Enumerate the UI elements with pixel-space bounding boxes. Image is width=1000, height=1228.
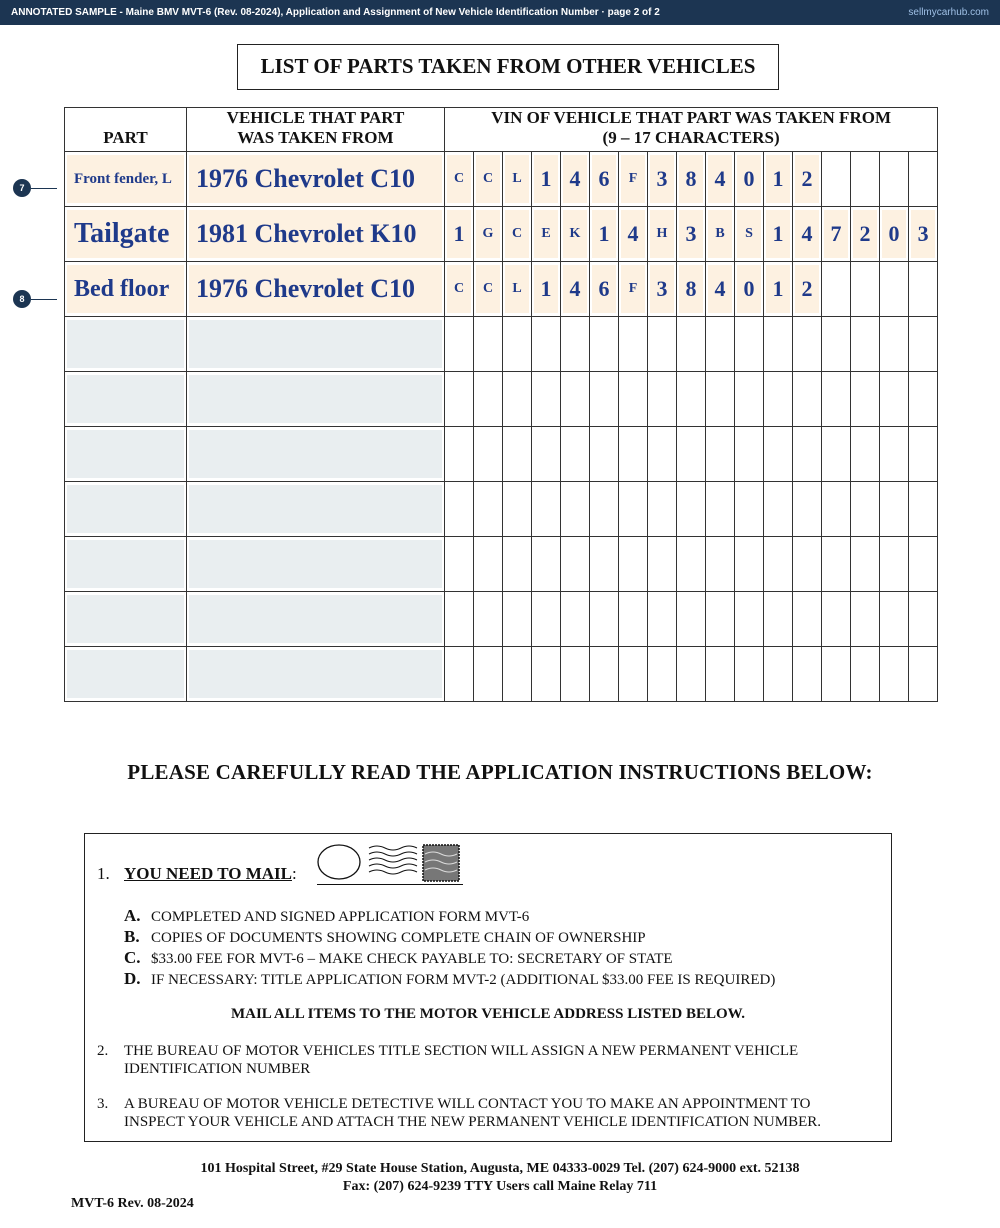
- vin-char-box[interactable]: [677, 537, 706, 592]
- vin-char-box[interactable]: [532, 427, 561, 482]
- vin-char-box[interactable]: [851, 482, 880, 537]
- vin-char-box[interactable]: [851, 537, 880, 592]
- vin-char-box[interactable]: 3: [909, 207, 938, 262]
- vin-char-box[interactable]: 1: [764, 262, 793, 317]
- vin-char-box[interactable]: [648, 482, 677, 537]
- vin-char-box[interactable]: [764, 317, 793, 372]
- part-field[interactable]: [65, 372, 187, 427]
- vin-char-box[interactable]: C: [474, 152, 503, 207]
- vin-char-box[interactable]: 3: [648, 262, 677, 317]
- vin-char-box[interactable]: [503, 537, 532, 592]
- vin-char-box[interactable]: 0: [880, 207, 909, 262]
- vin-char-box[interactable]: [735, 372, 764, 427]
- vin-char-box[interactable]: [909, 482, 938, 537]
- vin-char-box[interactable]: [880, 592, 909, 647]
- vin-char-box[interactable]: [474, 372, 503, 427]
- vin-char-box[interactable]: F: [619, 262, 648, 317]
- vin-char-box[interactable]: [648, 647, 677, 702]
- vin-char-box[interactable]: [706, 592, 735, 647]
- vin-char-box[interactable]: [474, 592, 503, 647]
- vin-char-box[interactable]: 6: [590, 262, 619, 317]
- vehicle-field[interactable]: 1976 Chevrolet C10: [187, 152, 445, 207]
- vin-char-box[interactable]: 2: [793, 152, 822, 207]
- vin-char-box[interactable]: [764, 372, 793, 427]
- vehicle-field[interactable]: 1981 Chevrolet K10: [187, 207, 445, 262]
- vin-char-box[interactable]: E: [532, 207, 561, 262]
- table-row: [65, 262, 938, 317]
- vin-char-box[interactable]: [851, 262, 880, 317]
- table-row: [65, 207, 938, 262]
- table-row: [65, 592, 938, 647]
- vin-char-box[interactable]: [706, 372, 735, 427]
- vin-char-box[interactable]: [561, 592, 590, 647]
- vin-char-box[interactable]: [590, 647, 619, 702]
- vin-char-box[interactable]: [619, 427, 648, 482]
- vin-char-box[interactable]: [677, 427, 706, 482]
- vehicle-field[interactable]: [187, 647, 445, 702]
- bmv-address-footer: [0, 1160, 1000, 1196]
- part-field[interactable]: Front fender, L: [65, 152, 187, 207]
- vin-char-box[interactable]: [793, 592, 822, 647]
- vin-char-box[interactable]: [880, 152, 909, 207]
- vin-char-box[interactable]: [474, 537, 503, 592]
- vin-char-box[interactable]: [445, 647, 474, 702]
- vin-char-box[interactable]: [619, 482, 648, 537]
- vin-char-box[interactable]: 4: [561, 262, 590, 317]
- vin-char-box[interactable]: [880, 647, 909, 702]
- parts-table: [64, 107, 938, 702]
- col-vin-header: VIN OF VEHICLE THAT PART WAS TAKEN FROM (9 – 17 CHARACTERS): [445, 108, 938, 152]
- vin-char-box[interactable]: [677, 317, 706, 372]
- vin-char-box[interactable]: [851, 372, 880, 427]
- vin-char-box[interactable]: 2: [851, 207, 880, 262]
- vin-char-box[interactable]: 4: [619, 207, 648, 262]
- vin-char-box[interactable]: [793, 537, 822, 592]
- vin-char-box[interactable]: [619, 317, 648, 372]
- fax-line: Fax: (207) 624-9239 TTY Users call Maine Relay 711: [342, 1179, 658, 1194]
- vin-char-box[interactable]: 1: [764, 207, 793, 262]
- vin-char-box[interactable]: [677, 372, 706, 427]
- vin-char-box[interactable]: [706, 537, 735, 592]
- vin-char-box[interactable]: [822, 537, 851, 592]
- vehicle-field[interactable]: [187, 482, 445, 537]
- vin-char-box[interactable]: [532, 647, 561, 702]
- table-header-row: [65, 108, 938, 152]
- vin-char-box[interactable]: [532, 592, 561, 647]
- vin-char-box[interactable]: [677, 592, 706, 647]
- part-field[interactable]: Tailgate: [65, 207, 187, 262]
- vin-char-box[interactable]: 0: [735, 152, 764, 207]
- marker-leader-line: [31, 188, 57, 189]
- vin-char-box[interactable]: 0: [735, 262, 764, 317]
- vin-char-box[interactable]: [619, 372, 648, 427]
- vin-char-box[interactable]: [590, 317, 619, 372]
- annotation-marker: 7: [13, 179, 31, 197]
- vin-char-box[interactable]: [619, 592, 648, 647]
- vin-char-box[interactable]: 4: [561, 152, 590, 207]
- vin-char-box[interactable]: [735, 427, 764, 482]
- vin-char-box[interactable]: [474, 482, 503, 537]
- annotation-banner: [0, 0, 1000, 25]
- vin-char-box[interactable]: [880, 537, 909, 592]
- vin-char-box[interactable]: S: [735, 207, 764, 262]
- vin-char-box[interactable]: [503, 372, 532, 427]
- vin-char-box[interactable]: 2: [793, 262, 822, 317]
- instruction-item-1: 1. YOU NEED TO MAIL:: [97, 864, 297, 883]
- vin-char-box[interactable]: [619, 537, 648, 592]
- vin-char-box[interactable]: [764, 647, 793, 702]
- vin-char-box[interactable]: [503, 592, 532, 647]
- part-field[interactable]: [65, 647, 187, 702]
- vin-char-box[interactable]: [648, 537, 677, 592]
- vin-char-box[interactable]: [822, 262, 851, 317]
- vin-char-box[interactable]: 3: [677, 207, 706, 262]
- vin-char-box[interactable]: [909, 262, 938, 317]
- banner-text: ANNOTATED SAMPLE - Maine BMV MVT-6 (Rev. 08-2024), Application and Assignment of New Vehicle Identification Number · page 2 of 2: [11, 7, 660, 18]
- vehicle-field[interactable]: [187, 372, 445, 427]
- vin-char-box[interactable]: C: [503, 207, 532, 262]
- part-field[interactable]: [65, 427, 187, 482]
- vin-char-box[interactable]: 7: [822, 207, 851, 262]
- table-row: [65, 482, 938, 537]
- vin-char-box[interactable]: [793, 647, 822, 702]
- instructions-box: 1. YOU NEED TO MAIL: A. COMPLETED AND SIGNED APPLICATION FORM MVT-6 B. COPIES OF DOCUMENTS SHOWING COMPLETE CHAIN OF OWNERSHIP C. $33.00 FEE FOR MVT-6 – MAKE CHECK PAYABLE TO: SECRETARY OF STATE D. IF NECESSARY: TITLE APPLICATION FORM MVT-2 (ADDITIONAL $33.00 FEE IS REQUIRED) MAIL ALL ITEMS TO THE MOTOR VEHICLE ADDRESS LISTED BELOW. 2. THE BUREAU OF MOTOR VEHICLES TITLE SECTION WILL ASSIGN A NEW PERMANENT VEHICLE IDENTIFICATION NUMBER 3. A BUREAU OF MOTOR VEHICLE DETECTIVE WILL CONTACT YOU TO MAKE AN APPOINTMENT TO INSPECT YOUR VEHICLE AND ATTACH THE NEW PERMANENT VEHICLE IDENTIFICATION NUMBER.: [84, 833, 892, 1142]
- address-line: 101 Hospital Street, #29 State House Station, Augusta, ME 04333-0029 Tel. (207) 624-9000 ext. 52138: [200, 1161, 800, 1176]
- annotation-marker: 8: [13, 290, 31, 308]
- vin-char-box[interactable]: 3: [648, 152, 677, 207]
- vin-char-box[interactable]: [909, 647, 938, 702]
- instruction-1c: C. $33.00 FEE FOR MVT-6 – MAKE CHECK PAYABLE TO: SECRETARY OF STATE: [124, 948, 673, 967]
- part-field[interactable]: [65, 317, 187, 372]
- vin-char-box[interactable]: [706, 647, 735, 702]
- vin-char-box[interactable]: [880, 482, 909, 537]
- vin-char-box[interactable]: [764, 537, 793, 592]
- vin-char-box[interactable]: [822, 152, 851, 207]
- vin-char-box[interactable]: 6: [590, 152, 619, 207]
- vin-char-box[interactable]: [648, 372, 677, 427]
- vin-char-box[interactable]: [561, 482, 590, 537]
- site-link[interactable]: sellmycarhub.com: [908, 7, 989, 18]
- vin-char-box[interactable]: [822, 372, 851, 427]
- vin-char-box[interactable]: C: [445, 152, 474, 207]
- vin-char-box[interactable]: [735, 537, 764, 592]
- vin-char-box[interactable]: [909, 372, 938, 427]
- vin-char-box[interactable]: [503, 647, 532, 702]
- vin-char-box[interactable]: [561, 537, 590, 592]
- vin-char-box[interactable]: [503, 317, 532, 372]
- vin-char-box[interactable]: [735, 317, 764, 372]
- vin-char-box[interactable]: [445, 482, 474, 537]
- vin-char-box[interactable]: [793, 482, 822, 537]
- vin-char-box[interactable]: 4: [706, 262, 735, 317]
- vin-char-box[interactable]: [532, 482, 561, 537]
- table-row: [65, 647, 938, 702]
- vin-char-box[interactable]: 1: [532, 152, 561, 207]
- instructions-heading: PLEASE CAREFULLY READ THE APPLICATION INSTRUCTIONS BELOW:: [127, 760, 873, 784]
- vin-char-box[interactable]: [851, 427, 880, 482]
- vin-char-box[interactable]: [619, 647, 648, 702]
- vin-char-box[interactable]: [445, 372, 474, 427]
- vin-char-box[interactable]: [532, 317, 561, 372]
- col-part-header: PART: [65, 108, 187, 152]
- vin-char-box[interactable]: [764, 592, 793, 647]
- vin-char-box[interactable]: 1: [590, 207, 619, 262]
- vin-char-box[interactable]: [590, 427, 619, 482]
- vin-char-box[interactable]: K: [561, 207, 590, 262]
- vin-char-box[interactable]: [677, 647, 706, 702]
- vin-char-box[interactable]: L: [503, 152, 532, 207]
- instruction-1d: D. IF NECESSARY: TITLE APPLICATION FORM MVT-2 (ADDITIONAL $33.00 FEE IS REQUIRED): [124, 969, 776, 988]
- vin-char-box[interactable]: [909, 317, 938, 372]
- vehicle-field[interactable]: [187, 317, 445, 372]
- vin-char-box[interactable]: [532, 372, 561, 427]
- vin-char-box[interactable]: [445, 537, 474, 592]
- vehicle-field[interactable]: 1976 Chevrolet C10: [187, 262, 445, 317]
- table-row: [65, 152, 938, 207]
- vin-char-box[interactable]: H: [648, 207, 677, 262]
- vin-char-box[interactable]: [474, 647, 503, 702]
- vin-char-box[interactable]: C: [445, 262, 474, 317]
- vin-char-box[interactable]: [561, 372, 590, 427]
- col-vehicle-header: VEHICLE THAT PART WAS TAKEN FROM: [187, 108, 445, 152]
- marker-leader-line: [31, 299, 57, 300]
- vin-char-box[interactable]: [532, 537, 561, 592]
- table-row: [65, 372, 938, 427]
- vin-char-box[interactable]: 1: [764, 152, 793, 207]
- vin-char-box[interactable]: 1: [532, 262, 561, 317]
- vin-char-box[interactable]: [822, 592, 851, 647]
- vin-char-box[interactable]: [474, 427, 503, 482]
- vin-char-box[interactable]: [503, 482, 532, 537]
- vehicle-field[interactable]: [187, 537, 445, 592]
- vin-char-box[interactable]: [706, 427, 735, 482]
- part-field[interactable]: [65, 482, 187, 537]
- vin-char-box[interactable]: [677, 482, 706, 537]
- vin-char-box[interactable]: C: [474, 262, 503, 317]
- part-field[interactable]: Bed floor: [65, 262, 187, 317]
- vin-char-box[interactable]: [880, 372, 909, 427]
- vin-char-box[interactable]: [590, 482, 619, 537]
- form-id: MVT-6 Rev. 08-2024: [71, 1196, 194, 1211]
- vin-char-box[interactable]: [764, 427, 793, 482]
- vin-char-box[interactable]: [822, 482, 851, 537]
- vin-char-box[interactable]: [648, 592, 677, 647]
- vin-char-box[interactable]: [880, 427, 909, 482]
- vin-char-box[interactable]: [851, 647, 880, 702]
- vin-char-box[interactable]: 4: [706, 152, 735, 207]
- vin-char-box[interactable]: [503, 427, 532, 482]
- instruction-1b: B. COPIES OF DOCUMENTS SHOWING COMPLETE CHAIN OF OWNERSHIP: [124, 927, 646, 946]
- vin-char-box[interactable]: 8: [677, 152, 706, 207]
- vin-char-box[interactable]: [793, 317, 822, 372]
- vin-char-box[interactable]: 4: [793, 207, 822, 262]
- vin-char-box[interactable]: [822, 317, 851, 372]
- instruction-1a: A. COMPLETED AND SIGNED APPLICATION FORM MVT-6: [124, 906, 530, 925]
- vin-char-box[interactable]: [648, 317, 677, 372]
- vin-char-box[interactable]: [735, 592, 764, 647]
- vin-char-box[interactable]: [706, 482, 735, 537]
- vin-char-box[interactable]: [909, 427, 938, 482]
- vin-char-box[interactable]: [445, 317, 474, 372]
- part-field[interactable]: [65, 592, 187, 647]
- part-field[interactable]: [65, 537, 187, 592]
- vin-char-box[interactable]: [822, 427, 851, 482]
- page-title: LIST OF PARTS TAKEN FROM OTHER VEHICLES: [237, 44, 779, 90]
- vin-char-box[interactable]: [445, 427, 474, 482]
- table-row: [65, 317, 938, 372]
- postmark-stamp-icon: [317, 840, 463, 885]
- vin-char-box[interactable]: [909, 537, 938, 592]
- vin-char-box[interactable]: [909, 152, 938, 207]
- mail-all-note: MAIL ALL ITEMS TO THE MOTOR VEHICLE ADDRESS LISTED BELOW.: [230, 1006, 746, 1022]
- vin-char-box[interactable]: [851, 152, 880, 207]
- vin-char-box[interactable]: [590, 372, 619, 427]
- vin-char-box[interactable]: [851, 317, 880, 372]
- table-row: [65, 537, 938, 592]
- vehicle-field[interactable]: [187, 427, 445, 482]
- vin-char-box[interactable]: [822, 647, 851, 702]
- vin-char-box[interactable]: [793, 372, 822, 427]
- vehicle-field[interactable]: [187, 592, 445, 647]
- vin-char-box[interactable]: [909, 592, 938, 647]
- vin-char-box[interactable]: [851, 592, 880, 647]
- vin-char-box[interactable]: B: [706, 207, 735, 262]
- vin-char-box[interactable]: [880, 262, 909, 317]
- vin-char-box[interactable]: 1: [445, 207, 474, 262]
- vin-char-box[interactable]: [561, 317, 590, 372]
- vin-char-box[interactable]: [445, 592, 474, 647]
- vin-char-box[interactable]: [590, 592, 619, 647]
- vin-char-box[interactable]: [590, 537, 619, 592]
- vin-char-box[interactable]: [561, 427, 590, 482]
- vin-char-box[interactable]: F: [619, 152, 648, 207]
- vin-char-box[interactable]: [648, 427, 677, 482]
- vin-char-box[interactable]: L: [503, 262, 532, 317]
- vin-char-box[interactable]: [880, 317, 909, 372]
- vin-char-box[interactable]: [735, 482, 764, 537]
- table-row: [65, 427, 938, 482]
- vin-char-box[interactable]: [706, 317, 735, 372]
- vin-char-box[interactable]: [793, 427, 822, 482]
- vin-char-box[interactable]: [561, 647, 590, 702]
- vin-char-box[interactable]: [735, 647, 764, 702]
- vin-char-box[interactable]: G: [474, 207, 503, 262]
- vin-char-box[interactable]: 8: [677, 262, 706, 317]
- vin-char-box[interactable]: [474, 317, 503, 372]
- vin-char-box[interactable]: [764, 482, 793, 537]
